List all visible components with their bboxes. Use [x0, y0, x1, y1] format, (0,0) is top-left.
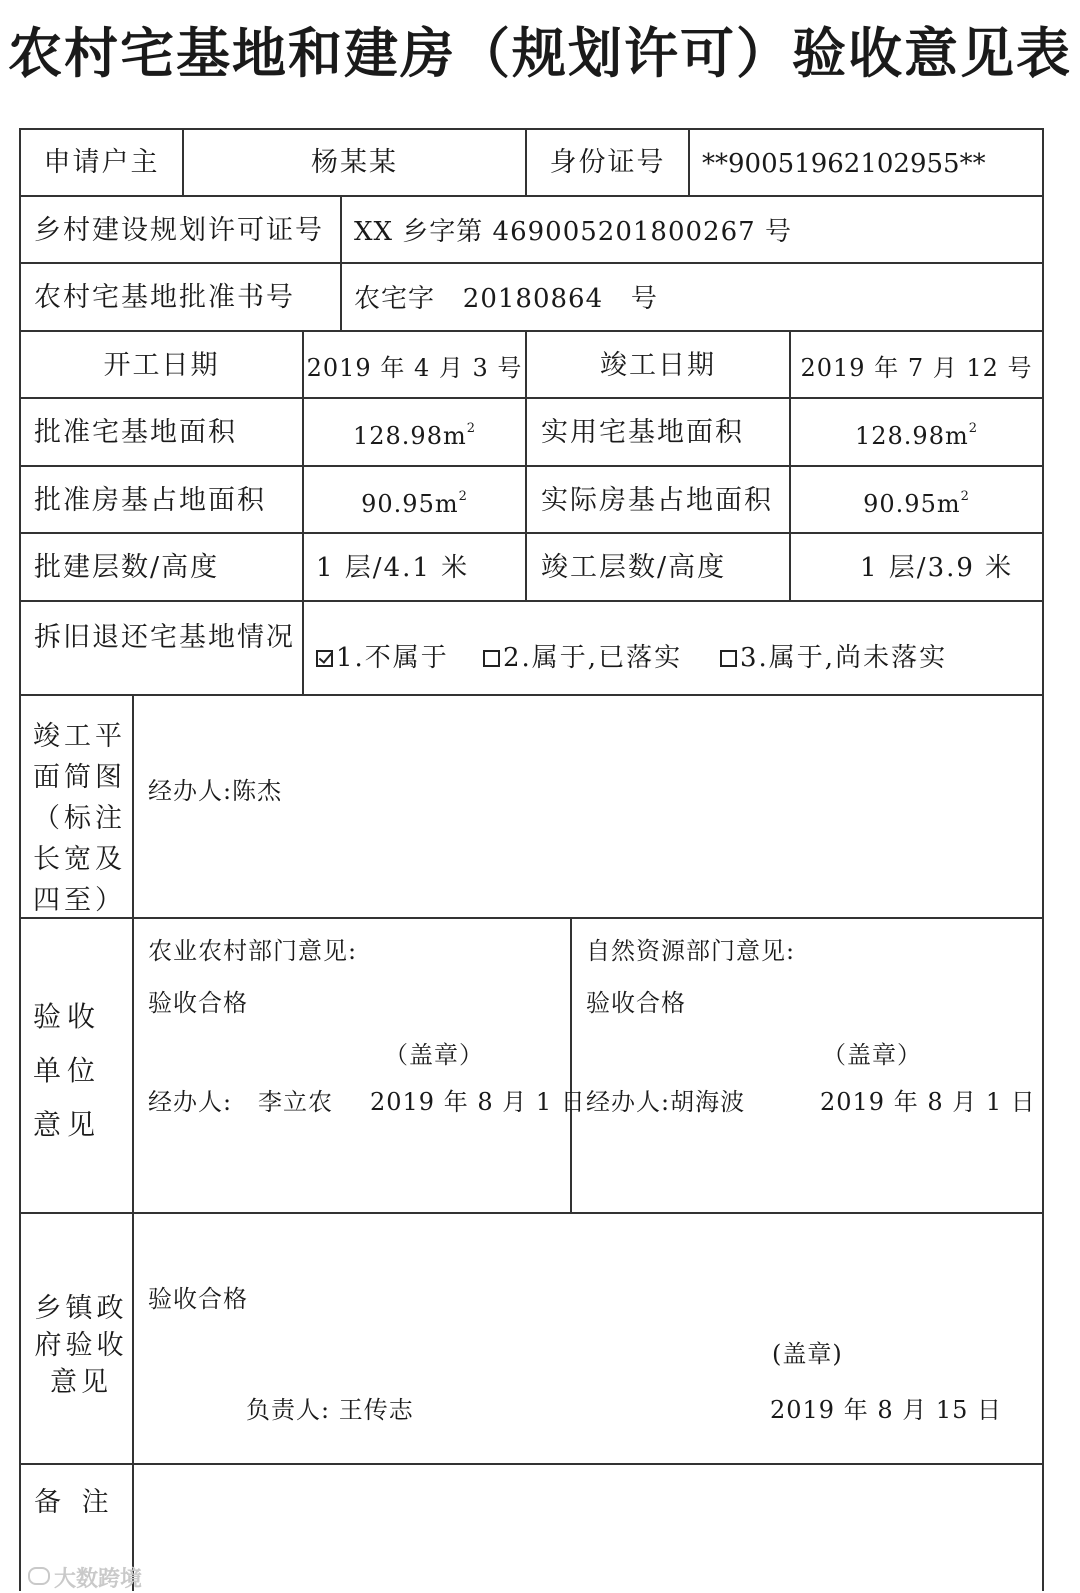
unit-superscript: 2	[466, 421, 476, 436]
approved-homestead-area-label: 批准宅基地面积	[34, 417, 237, 448]
homestead-approval-value: 农宅字 20180864 号	[354, 284, 658, 314]
area-number: 90.95m	[863, 490, 961, 518]
resources-opinion: 验收合格	[586, 989, 686, 1017]
actual-building-area-label: 实际房基占地面积	[541, 485, 773, 516]
homestead-approval-label: 农村宅基地批准书号	[34, 282, 295, 313]
resources-heading: 自然资源部门意见:	[586, 937, 796, 965]
resources-handler: 经办人:胡海波	[586, 1088, 746, 1116]
planning-permit-value: XX 乡字第 469005201800267 号	[354, 217, 792, 247]
table-rule	[340, 195, 342, 331]
start-date-value: 2019 年 4 月 3 号	[306, 354, 523, 382]
agriculture-date: 2019 年 8 月 1 日	[370, 1088, 586, 1116]
table-border	[1042, 128, 1044, 1591]
id-number-value: **90051962102955**	[702, 149, 986, 179]
watermark-text	[28, 1562, 142, 1593]
demolition-option-2[interactable]	[483, 641, 682, 675]
township-opinion: 验收合格	[148, 1285, 248, 1313]
chat-bubble-icon	[28, 1567, 50, 1585]
applicant-name: 杨某某	[311, 147, 398, 178]
approved-building-area-value	[304, 487, 525, 521]
id-number-label: 身份证号	[549, 147, 666, 178]
township-date: 2019 年 8 月 15 日	[770, 1396, 1003, 1424]
table-border	[19, 128, 21, 1591]
area-number: 128.98m	[854, 422, 969, 450]
start-date-label: 开工日期	[103, 350, 220, 381]
planning-permit-label: 乡村建设规划许可证号	[34, 215, 324, 246]
actual-homestead-area-label: 实用宅基地面积	[541, 417, 744, 448]
option-label: 2.属于,已落实	[503, 643, 683, 673]
end-date-label: 竣工日期	[600, 350, 716, 381]
table-rule	[19, 397, 1044, 399]
table-border	[19, 128, 1044, 130]
demolition-option-3[interactable]	[720, 641, 947, 675]
table-rule	[19, 1463, 1044, 1465]
agriculture-heading: 农业农村部门意见:	[148, 937, 358, 965]
actual-building-area-value	[791, 487, 1042, 521]
area-number: 128.98m	[352, 422, 467, 450]
agriculture-handler-name: 李立农	[258, 1088, 333, 1116]
checkbox-empty-icon[interactable]	[720, 650, 737, 667]
table-rule	[19, 917, 1044, 919]
checkbox-empty-icon[interactable]	[483, 650, 500, 667]
table-rule	[19, 1212, 1044, 1214]
actual-floors-label: 竣工层数/高度	[541, 552, 727, 583]
township-label: 乡镇政府验收意见	[34, 1293, 128, 1398]
table-rule	[132, 694, 134, 1591]
floor-plan-handler: 经办人:陈杰	[148, 777, 283, 805]
demolition-label: 拆旧退还宅基地情况	[34, 622, 295, 653]
table-rule	[19, 694, 1044, 696]
approved-floors-value: 1 层/4.1 米	[316, 553, 470, 583]
resources-seal: （盖章）	[822, 1041, 922, 1069]
table-rule	[19, 330, 1044, 332]
inspection-label: 验收单位意见	[33, 1000, 102, 1141]
applicant-label: 申请户主	[43, 147, 160, 178]
option-label: 3.属于,尚未落实	[740, 643, 948, 673]
table-rule	[19, 532, 1044, 534]
resources-date: 2019 年 8 月 1 日	[820, 1088, 1036, 1116]
watermark-label: 大数跨境	[54, 1567, 143, 1592]
township-person: 负责人: 王传志	[246, 1396, 414, 1424]
form-title: 农村宅基地和建房（规划许可）验收意见表	[8, 22, 1072, 85]
approved-building-area-label: 批准房基占地面积	[34, 485, 266, 516]
agriculture-handler-label: 经办人:	[148, 1088, 233, 1116]
table-rule	[19, 465, 1044, 467]
agriculture-seal: （盖章）	[384, 1041, 484, 1069]
approved-homestead-area-value	[304, 419, 525, 453]
actual-homestead-area-value	[791, 419, 1042, 453]
table-rule	[19, 600, 1044, 602]
demolition-option-1[interactable]	[316, 641, 449, 675]
end-date-value: 2019 年 7 月 12 号	[800, 354, 1033, 382]
table-rule	[19, 195, 1044, 197]
table-rule	[570, 917, 572, 1213]
floor-plan-label: 竣工平面简图（标注长宽及四至）	[33, 721, 126, 916]
table-rule	[688, 128, 690, 196]
checkbox-checked-icon[interactable]	[316, 650, 333, 667]
unit-superscript: 2	[960, 489, 970, 504]
agriculture-opinion: 验收合格	[148, 989, 248, 1017]
area-number: 90.95m	[361, 490, 459, 518]
table-rule	[19, 262, 1044, 264]
unit-superscript: 2	[458, 489, 468, 504]
approved-floors-label: 批建层数/高度	[34, 552, 220, 583]
option-label: 1.不属于	[336, 643, 449, 673]
unit-superscript: 2	[968, 421, 978, 436]
actual-floors-value: 1 层/3.9 米	[860, 553, 1014, 583]
remarks-label: 备 注	[34, 1487, 115, 1518]
township-seal: (盖章)	[772, 1340, 843, 1368]
